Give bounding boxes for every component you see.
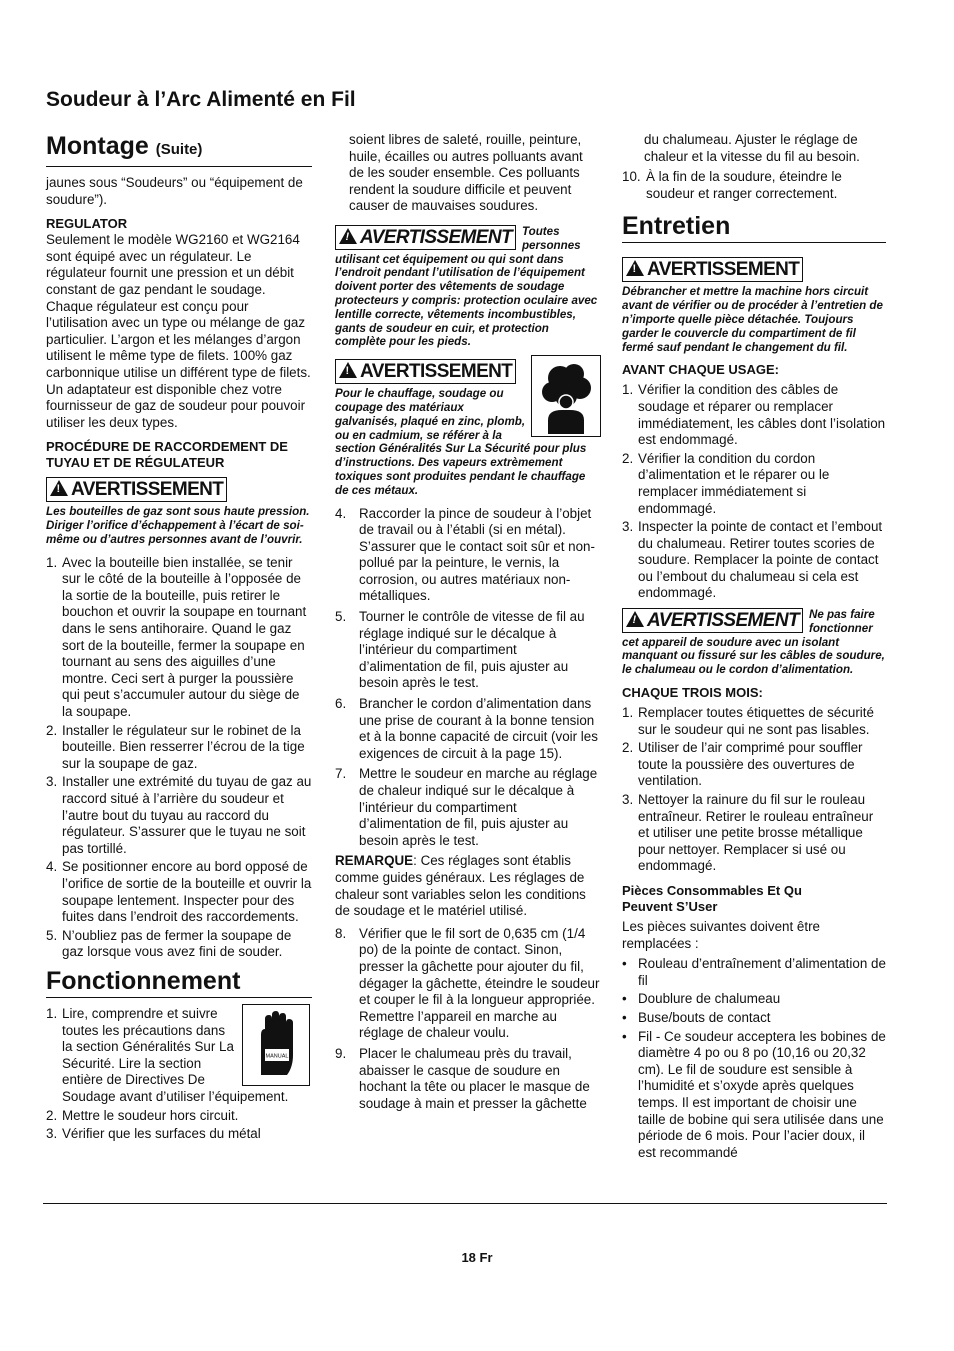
list-item: • Doublure de chalumeau	[622, 991, 886, 1008]
list-item: • Rouleau d’entraînement d’alimentation de fil	[622, 956, 886, 989]
list-item: 1. Vérifier la condition des câbles de soudage et réparer ou remplacer immédiatement, les câbles dont l’isolation est endommagé.	[622, 382, 886, 448]
pieces-list	[622, 956, 886, 1161]
warning-text-galvanized: Pour le chauffage, soudage ou coupage des matériaux galvanisés, plaqué en zinc, plomb, ou en cadmium, se référer à la section Généralités Sur La Sécurité pour plus d’instructions. Des vapeurs extrèmement toxiques sont produites pendant le chauffage de ces métaux.	[335, 387, 587, 497]
list-item: 5. Tourner le contrôle de vitesse de fil au réglage indiqué sur le décalque à l’intérieur du compartiment d’alimentation de fil, puis ajuster au besoin après le test.	[335, 609, 585, 691]
regulator-heading: REGULATOR	[46, 216, 128, 232]
warning-triangle-icon	[50, 480, 68, 496]
note-label: REMARQUE	[335, 853, 414, 869]
list-item: 3. Nettoyer la rainure du fil sur le rouleau entraîneur. Retirer le rouleau entraîneur et utiliser une petite brosse métallique pour nettoyer. Remplacer si usé ou endommagé.	[622, 792, 874, 874]
warning-text-insulation: !AVERTISSEMENT Ne pas faire fonctionner cet appareil de soudure avec un isolant manquant ou fissuré sur les câbles de soudure, le chalumeau ou le cordon d’alimentation.	[622, 608, 886, 677]
warning-badge: !AVERTISSEMENT	[46, 477, 227, 502]
list-item: 4. Se positionner encore au bord opposé de l’orifice de sortie de la bouteille et ouvrir la soupape lentement. Inspecter pour des fuites dans l’endroit des raccordements.	[46, 859, 312, 925]
manual-icon-label: MANUAL	[265, 1053, 289, 1060]
list-item: 2. Installer le régulateur sur le robinet de la bouteille. Bien resserrer l’écrou de la tige sur la soupape de gaz.	[46, 722, 305, 771]
warning-triangle-icon	[626, 611, 644, 627]
avant-steps	[622, 382, 886, 602]
warning-triangle-icon	[626, 260, 644, 276]
montage-intro: jaunes sous “Soudeurs” ou “équipement de soudure”).	[46, 175, 303, 207]
warning-badge: !AVERTISSEMENT	[335, 225, 516, 250]
list-item: 6. Brancher le cordon d’alimentation dans une prise de courant à la bonne tension et à la bonne capacité de circuit (voir les exigences de circuit à la page 15).	[335, 696, 598, 761]
note-paragraph	[335, 853, 601, 919]
column-3	[622, 132, 886, 1163]
list-item: 8. Vérifier que le fil sort de 0,635 cm (1/4 po) de la pointe de contact. Sinon, presser la gâchette pour ajouter du fil, dégager la gâchette, éteindre le soudeur et couper le fil à la longueur appropriée. Remettre l’appareil en marche au réglage de chaleur voulu.	[335, 925, 600, 1041]
warning-triangle-icon	[339, 362, 357, 378]
avant-heading: AVANT CHAQUE USAGE:	[622, 362, 779, 378]
list-item: 7. Mettre le soudeur en marche au réglage de chaleur indiqué sur le décalque à l’intérieur du compartiment d’alimentation de fil, puis ajuster au besoin après le test.	[335, 766, 598, 848]
list-item: • Fil - Ce soudeur acceptera les bobines de diamètre 4 po ou 8 po (10,16 ou 20,32 cm). Le fil de soudure est sensible à l’humidité et s’oxyde après quelques temps. Il est important de choisir une taille de bobine qui sera utilisée dans une période de 6 mois. Pour l’acier doux, il est recommandé	[622, 1029, 886, 1162]
col2-continuation: soient libres de saleté, rouille, peinture, huile, écailles ou autres polluants avant de les souder ensemble. Ces polluants rendent la soudure difficile et peuvent causer de mauvaises soudures.	[349, 132, 583, 214]
list-item: • Buse/bouts de contact	[622, 1010, 886, 1027]
col3-continuation: du chalumeau. Ajuster le réglage de chaleur et la vitesse du fil au besoin.	[644, 132, 860, 164]
pieces-intro: Les pièces suivantes doivent être remplacées :	[622, 919, 821, 951]
trois-steps	[622, 705, 886, 875]
list-item: 3. Installer une extrémité du tuyau de gaz au raccord situé à l’arrière du soudeur et l’autre bout du tuyau au raccord du régulateur. S’assurer que le tuyau ne soit pas tortillé.	[46, 774, 312, 856]
list-item: 3. Vérifier que les surfaces du métal	[46, 1126, 261, 1142]
warning-triangle-icon	[339, 228, 357, 244]
procedure-steps	[46, 555, 312, 961]
step-10-list	[622, 169, 886, 202]
page-number: 18 Fr	[461, 1250, 493, 1265]
list-item: 5. N’oubliez pas de fermer la soupape de gaz lorsque vous avez fini de souder.	[46, 927, 292, 960]
operation-steps-b	[335, 926, 601, 1113]
fonctionnement-steps	[46, 1006, 312, 1143]
page-header-title: Soudeur à l’Arc Alimenté en Fil	[46, 88, 356, 111]
trois-heading: CHAQUE TROIS MOIS:	[622, 685, 763, 701]
section-title-entretien: Entretien	[622, 212, 886, 243]
list-item: 1. Avec la bouteille bien installée, se tenir sur le côté de la bouteille à l’opposée de la sortie de la bouteille, puis retirer le bouchon et ouvrir la soupape en tournant dans le sens antihoraire. Quand le gaz sort de la bouteille, fermer la soupape en tournant au sens des aiguilles d’une montre. Ceci sert à purger la poussière qui peut s’accumuler autour du siège de la soupape.	[46, 554, 307, 720]
column-2	[335, 132, 601, 1116]
list-item: 1. Lire, comprendre et suivre toutes les précautions dans la section Généralités Sur La Sécurité. Lire la section entière de Directives De Soudage avant d’utiliser l’équipement.	[46, 1005, 289, 1104]
operation-steps-a	[335, 506, 601, 850]
list-item: 3. Inspecter la pointe de contact et l’embout du chalumeau. Retirer toutes scories de soudure. Remplacer la pointe de contact ou l’embout du chalumeau si cela est endommagé.	[622, 519, 883, 601]
warning-badge: !AVERTISSEMENT	[335, 359, 516, 384]
list-item: 9. Placer le chalumeau près du travail, abaisser le casque de soudure en hochant la tête ou placer le masque de soudage à main et presser la gâchette	[335, 1045, 590, 1111]
section-title-montage	[46, 132, 312, 167]
note-text: : Ces réglages sont établis comme guides généraux. Les réglages de chaleur sont variables selon les conditions de soudage et le matériel utilisé.	[335, 853, 586, 919]
list-item: 4. Raccorder la pince de soudeur à l’objet de travail ou à l’établi (si en métal). S’assurer que le contact soit sûr et non-pollué par la peinture, le vernis, la corrosion, ou autres matériaux non-métalliques.	[335, 505, 595, 604]
toxic-fumes-icon	[531, 355, 601, 437]
warning-text-unplug: Débrancher et mettre la machine hors circuit avant de vérifier ou de procéder à l’entretien de n’importe quelle pièce détachée. Toujours garder le couvercle du compartiment de fil fermé sauf pendant le changement du fil.	[622, 285, 883, 354]
regulator-text: Seulement le modèle WG2160 et WG2164 sont équipé avec un régulateur. Le régulateur fournit une pression et un débit constant de gaz pendant le soudage. Chaque régulateur est conçu pour l’utilisation avec un type ou mélange de gaz particulier. L’argon et les mélanges d’argon utilisent le même type de filets. 100% gaz carbonnique utilise un différent type de filets. Un adaptateur est disponible chez votre fournisseur de gaz de soudeur pour pouvoir utiliser les deux types.	[46, 232, 311, 430]
list-item: 2. Mettre le soudeur hors circuit.	[46, 1107, 239, 1123]
column-1	[46, 132, 312, 1145]
list-item: 10. À la fin de la soudure, éteindre le soudeur et ranger correctement.	[622, 169, 842, 201]
list-item: 2. Utiliser de l’air comprimé pour souffler toute la poussière des ouvertures de ventilation.	[622, 740, 863, 789]
section-title-fonctionnement: Fonctionnement	[46, 967, 312, 998]
list-item: 2. Vérifier la condition du cordon d’alimentation et le réparer ou le remplacer immédiatement si endommagé.	[622, 450, 830, 516]
list-item: 1. Remplacer toutes étiquettes de sécurité sur le soudeur qui ne sont pas lisables.	[622, 705, 874, 737]
footer-rule	[43, 1203, 887, 1204]
warning-text-protection: !AVERTISSEMENT Toutes personnes utilisant cet équipement ou qui sont dans l’endroit pendant l’utilisation de l’équipement doivent porter des vêtements de soudage protecteurs y compris: protection oculaire avec lentille correcte, vêtements incombustibles, gants de soudeur en cuir, et protection complète pour les pieds.	[335, 225, 601, 349]
montage-title: Montage	[46, 132, 149, 160]
warning-badge: !AVERTISSEMENT	[622, 257, 803, 282]
montage-suite: (Suite)	[155, 141, 203, 158]
procedure-heading: PROCÉDURE DE RACCORDEMENT DE TUYAU ET DE RÉGULATEUR	[46, 439, 288, 471]
warning-badge: !AVERTISSEMENT	[622, 608, 803, 633]
pieces-heading: Pièces Consommables Et Qu Peuvent S’User	[622, 883, 802, 914]
warning-text-gas: Les bouteilles de gaz sont sous haute pression. Diriger l’orifice d’échappement à l’écart de soi-même ou d’autres personnes avant de l’ouvrir.	[46, 505, 310, 546]
